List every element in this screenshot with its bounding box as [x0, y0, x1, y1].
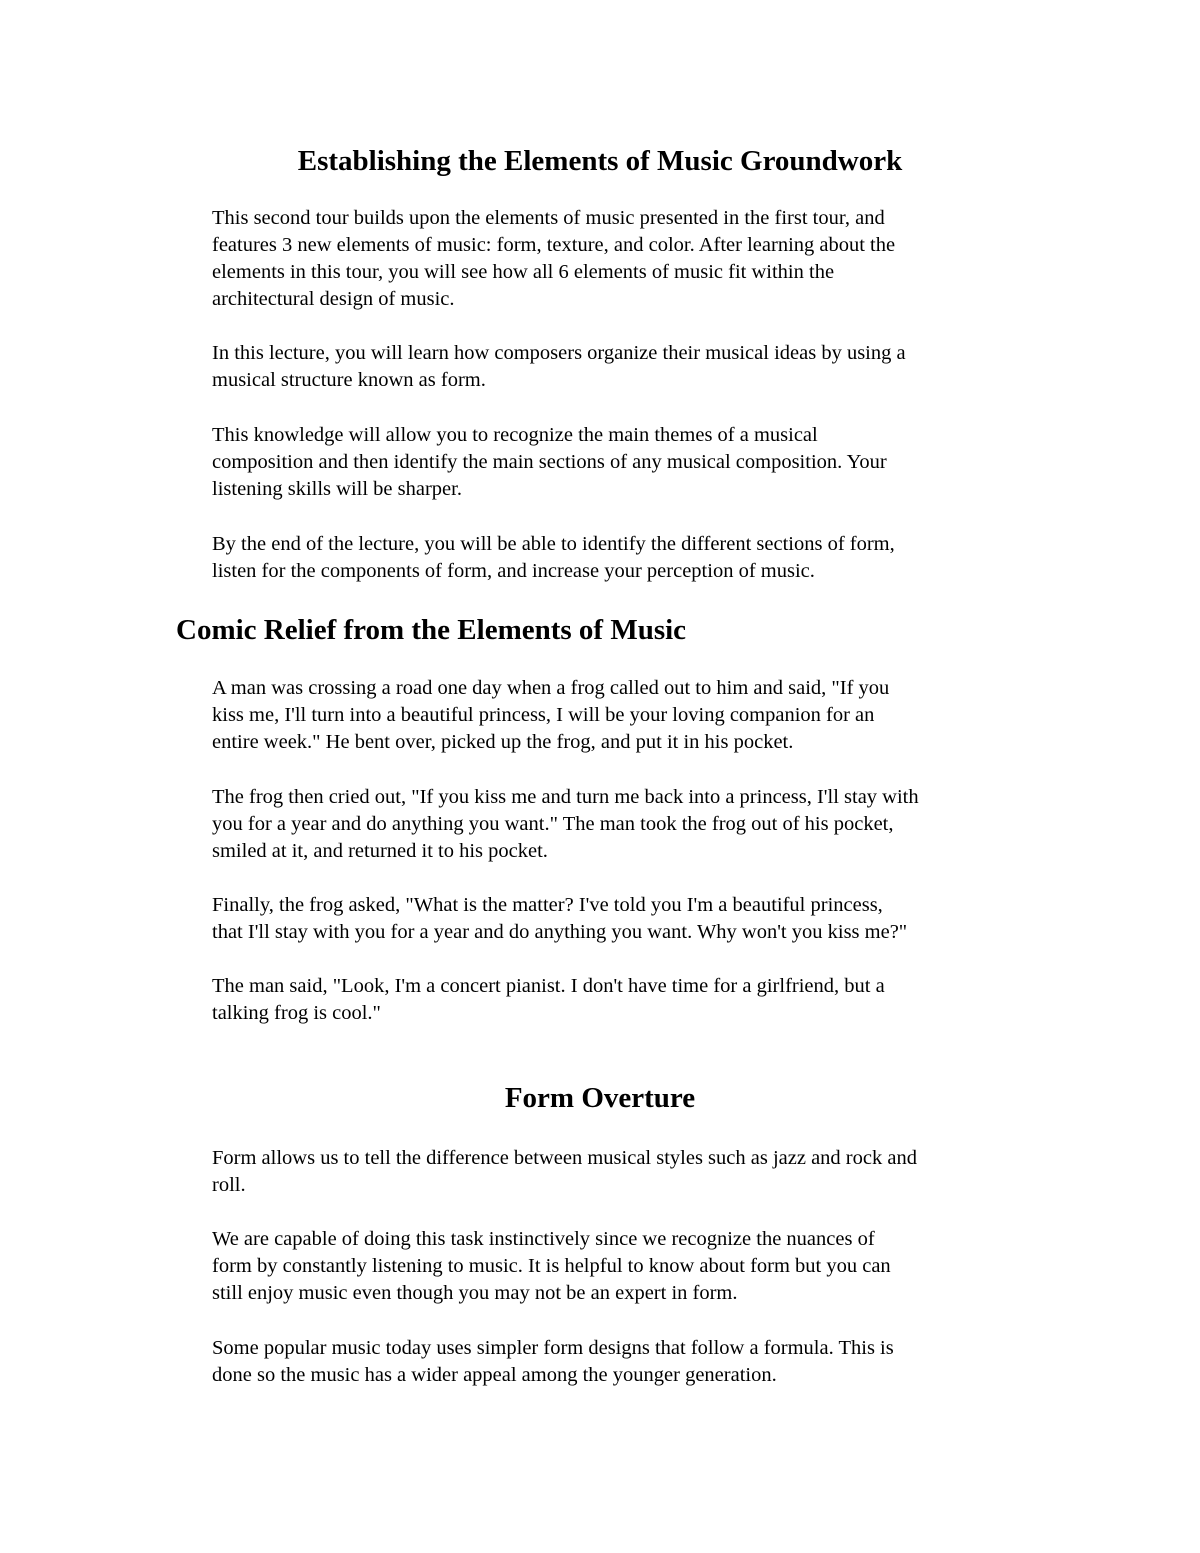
text-line: talking frog is cool." — [212, 1002, 381, 1024]
paragraph — [212, 973, 1032, 1027]
text-line: composition and then identify the main sections of any musical composition. Your — [212, 451, 887, 473]
text-line: By the end of the lecture, you will be able to identify the different sections of form, — [212, 533, 895, 555]
text-line: features 3 new elements of music: form, texture, and color. After learning about the — [212, 234, 896, 256]
text-line: Form allows us to tell the difference between musical styles such as jazz and rock and — [212, 1147, 917, 1169]
text-line: still enjoy music even though you may not be an expert in form. — [212, 1282, 738, 1304]
text-line: musical structure known as form. — [212, 369, 486, 391]
text-line: elements in this tour, you will see how all 6 elements of music fit within the — [212, 261, 835, 283]
paragraph — [212, 675, 1032, 756]
text-line: roll. — [212, 1174, 246, 1196]
text-line: form by constantly listening to music. It is helpful to know about form but you can — [212, 1255, 891, 1277]
text-line: that I'll stay with you for a year and do anything you want. Why won't you kiss me?" — [212, 921, 908, 943]
section-title-groundwork: Establishing the Elements of Music Groundwork — [297, 145, 903, 177]
paragraph — [212, 892, 1032, 946]
text-line: Finally, the frog asked, "What is the matter? I've told you I'm a beautiful princess, — [212, 894, 883, 916]
text-line: smiled at it, and returned it to his pocket. — [212, 840, 548, 862]
text-line: you for a year and do anything you want." The man took the frog out of his pocket, — [212, 813, 894, 835]
text-line: The man said, "Look, I'm a concert pianist. I don't have time for a girlfriend, but a — [212, 975, 885, 997]
text-line: The frog then cried out, "If you kiss me and turn me back into a princess, I'll stay with — [212, 786, 919, 808]
text-line: A man was crossing a road one day when a frog called out to him and said, "If you — [212, 677, 890, 699]
text-line: architectural design of music. — [212, 288, 455, 310]
paragraph — [212, 1145, 1032, 1199]
section-title-form-overture: Form Overture — [504, 1082, 696, 1114]
text-line: This second tour builds upon the elements of music presented in the first tour, and — [212, 207, 885, 229]
text-line: We are capable of doing this task instinctively since we recognize the nuances of — [212, 1228, 875, 1250]
paragraph — [212, 531, 1032, 585]
section-title-comic-relief: Comic Relief from the Elements of Music — [176, 614, 687, 646]
paragraph — [212, 422, 1032, 503]
text-line: kiss me, I'll turn into a beautiful princess, I will be your loving companion for an — [212, 704, 875, 726]
text-line: entire week." He bent over, picked up the frog, and put it in his pocket. — [212, 731, 794, 753]
paragraph — [212, 1335, 1032, 1389]
text-line: done so the music has a wider appeal among the younger generation. — [212, 1364, 777, 1386]
paragraph — [212, 1226, 1032, 1307]
text-line: This knowledge will allow you to recognize the main themes of a musical — [212, 424, 818, 446]
text-line: In this lecture, you will learn how composers organize their musical ideas by using a — [212, 342, 906, 364]
text-line: listen for the components of form, and increase your perception of music. — [212, 560, 815, 582]
paragraph — [212, 784, 1032, 865]
paragraph — [212, 205, 1032, 313]
text-line: Some popular music today uses simpler form designs that follow a formula. This is — [212, 1337, 894, 1359]
paragraph — [212, 340, 1032, 394]
text-line: listening skills will be sharper. — [212, 478, 462, 500]
